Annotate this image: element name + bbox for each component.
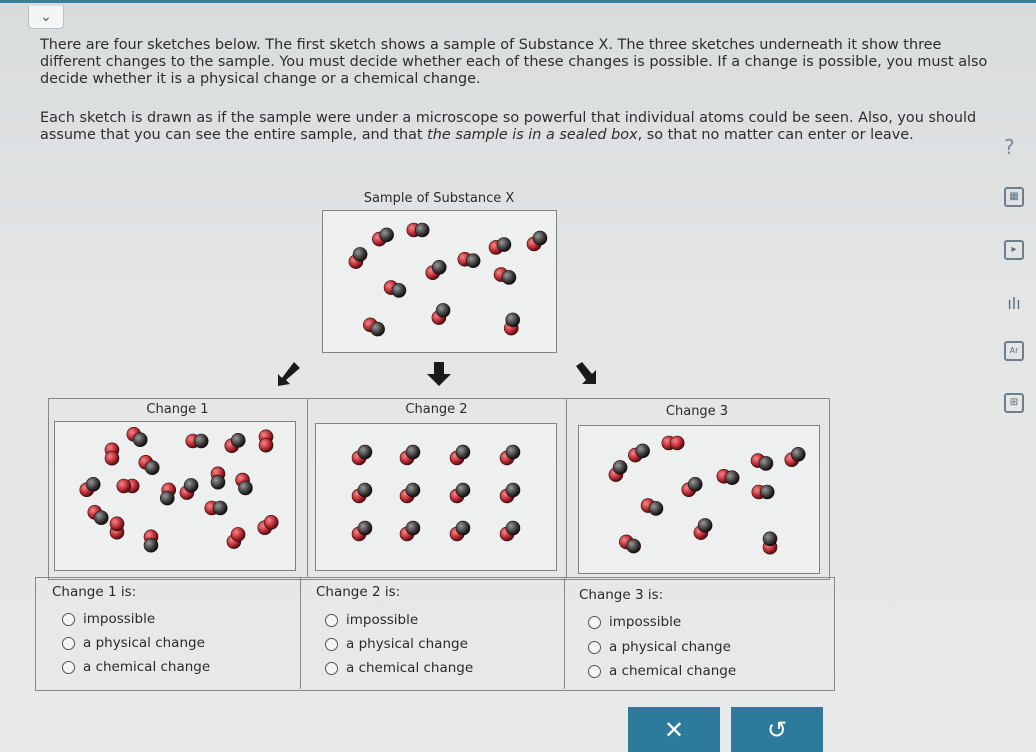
molecule (682, 477, 702, 496)
option-label: impossible (346, 612, 419, 628)
molecule (717, 469, 739, 484)
chevron-down-icon: ⌄ (40, 9, 52, 25)
change-2-option-impossible[interactable] (325, 612, 418, 628)
molecule (110, 517, 124, 539)
change-2-title: Change 2 (405, 402, 468, 417)
instructions-paragraph-1: There are four sketches below. The first sketch shows a sample of Substance X. The three sketches underneath it show three different changes to the sample. You must decide whether each of these changes is possible. If a change is possible, you must also decide whether it is a physical change or a chemical change. (40, 37, 988, 87)
periodic-table-icon: Ar (1004, 341, 1024, 361)
molecule (694, 518, 712, 539)
molecule (407, 223, 429, 237)
molecule (363, 318, 384, 336)
data-icon: ⊞ (1004, 393, 1024, 413)
option-label: impossible (609, 614, 682, 630)
molecule (752, 485, 774, 499)
molecule (504, 313, 519, 335)
undo-icon: ↺ (766, 715, 788, 744)
molecule (763, 532, 777, 554)
sample-title: Sample of Substance X (363, 191, 515, 206)
molecule (450, 521, 470, 541)
molecule (258, 515, 278, 534)
change-1-option-physical[interactable] (62, 635, 205, 651)
molecule (500, 445, 520, 465)
molecule (186, 434, 208, 448)
molecule (494, 268, 516, 285)
change-3-title: Change 3 (665, 404, 729, 419)
radio-button[interactable] (62, 637, 75, 650)
change-1-option-chemical[interactable] (62, 659, 210, 675)
molecule (400, 483, 420, 503)
molecule (400, 445, 420, 465)
undo-button[interactable] (731, 707, 823, 752)
molecule (609, 460, 627, 481)
radio-button[interactable] (588, 665, 601, 678)
molecule (352, 445, 372, 465)
option-label: a chemical change (346, 660, 474, 676)
molecule (80, 477, 100, 496)
molecule (180, 478, 198, 499)
molecule (458, 252, 480, 267)
radio-button[interactable] (588, 641, 601, 654)
molecule (432, 303, 450, 324)
molecule (500, 521, 520, 541)
video-icon: ▸ (1004, 240, 1024, 260)
radio-button[interactable] (62, 661, 75, 674)
molecule (352, 521, 372, 541)
molecule (227, 527, 245, 548)
change-2-option-chemical[interactable] (325, 660, 473, 676)
change-3-option-chemical[interactable] (588, 663, 736, 679)
chart-icon: ılı (1007, 293, 1021, 313)
molecule (211, 467, 225, 489)
molecule (450, 445, 470, 465)
change-3-is-label: Change 3 is: (579, 587, 664, 603)
help-button[interactable]: ? (1004, 135, 1015, 159)
radio-button[interactable] (325, 662, 338, 675)
molecule (372, 228, 393, 246)
molecule (628, 444, 649, 462)
radio-button[interactable] (325, 614, 338, 627)
molecule (127, 427, 147, 446)
instructions-emphasis: the sample is in a sealed box (427, 127, 638, 143)
radio-button[interactable] (325, 638, 338, 651)
column-divider (300, 577, 301, 689)
option-label: a physical change (609, 639, 731, 655)
molecule (489, 238, 511, 255)
molecule (160, 483, 175, 505)
option-label: a physical change (83, 635, 205, 651)
change-2-option-physical[interactable] (325, 636, 468, 652)
change-1-is-label: Change 1 is: (52, 584, 137, 600)
molecule (144, 530, 158, 552)
change-1-title: Change 1 (146, 402, 209, 417)
molecule (205, 501, 227, 515)
molecule (751, 454, 773, 471)
molecule (785, 447, 805, 466)
molecule (527, 231, 547, 251)
instructions-text-a: Each sketch is drawn as if the sample were under a microscope so powerful that individual atoms could be seen. Also, you should assume that you can see the entire sample, and that (40, 110, 977, 143)
molecule (384, 281, 406, 298)
molecule (88, 505, 108, 524)
change-2-is-label: Change 2 is: (316, 584, 401, 600)
molecule (139, 455, 159, 474)
molecule (500, 483, 520, 503)
molecule (662, 436, 684, 450)
molecule (619, 535, 640, 553)
clear-button[interactable] (628, 707, 720, 752)
instructions-text-b: , so that no matter can enter or leave. (637, 127, 914, 143)
option-label: a chemical change (609, 663, 737, 679)
molecule (117, 479, 139, 493)
change-3-option-physical[interactable] (588, 639, 731, 655)
molecule (225, 433, 245, 452)
radio-button[interactable] (588, 616, 601, 629)
molecule (259, 430, 273, 452)
molecule (641, 499, 663, 516)
molecule (236, 473, 253, 495)
molecule (426, 260, 446, 279)
molecule (352, 483, 372, 503)
molecule (400, 521, 420, 541)
option-label: a chemical change (83, 659, 211, 675)
column-divider (564, 577, 565, 689)
radio-button[interactable] (62, 613, 75, 626)
option-label: impossible (83, 611, 156, 627)
molecule (450, 483, 470, 503)
molecule (349, 247, 367, 268)
close-icon: ✕ (663, 715, 685, 744)
calculator-icon: ▦ (1004, 187, 1024, 207)
change-1-option-impossible[interactable] (62, 611, 155, 627)
molecule (105, 443, 119, 465)
change-3-option-impossible[interactable] (588, 614, 681, 630)
option-label: a physical change (346, 636, 468, 652)
